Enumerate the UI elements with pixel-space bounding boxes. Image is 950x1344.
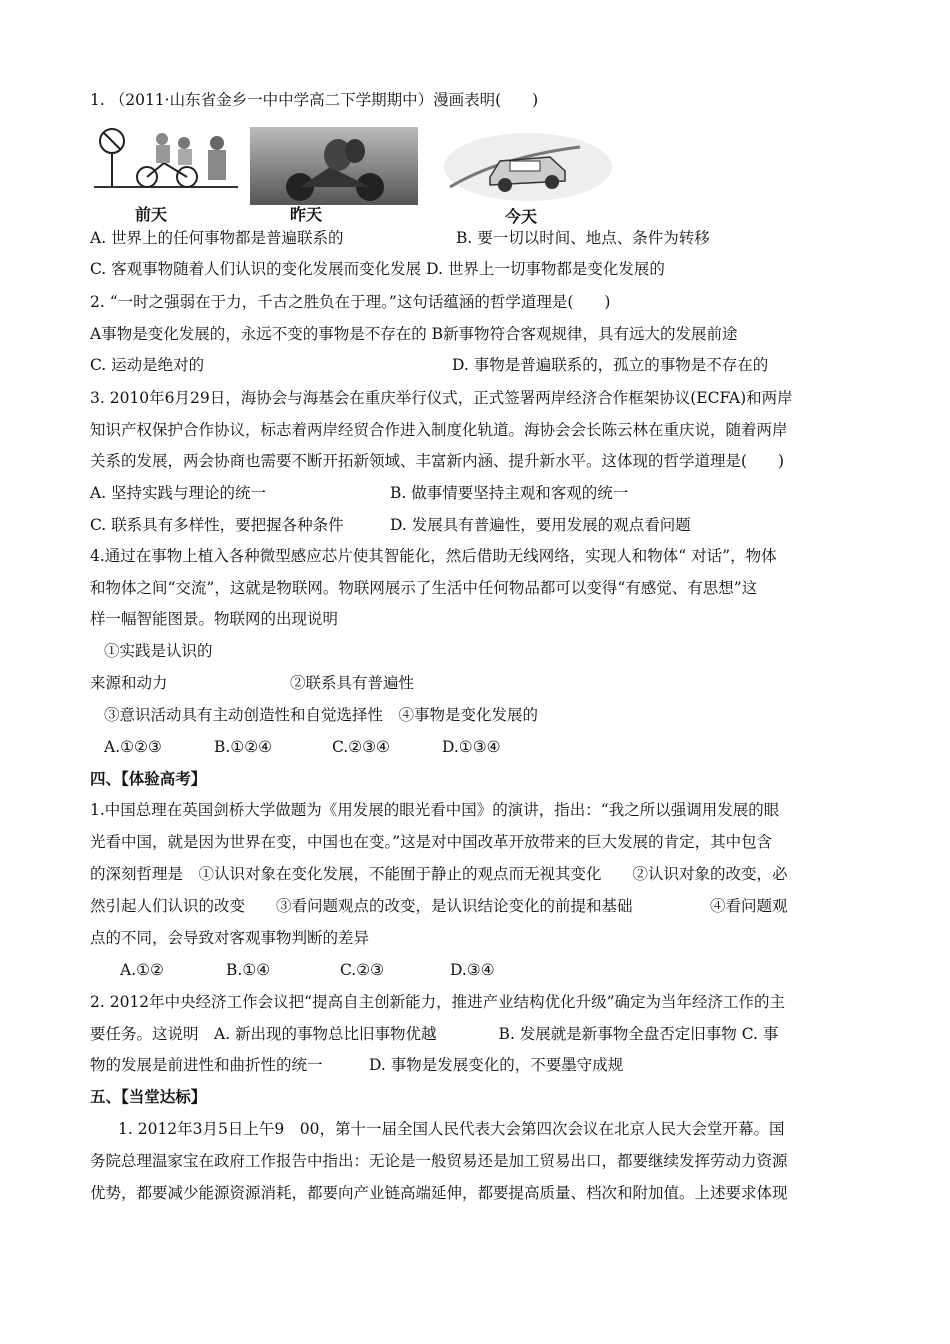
section-4-title: 四、【体验高考】 [90,769,207,788]
q3-line-1: 3. 2010年6月29日，海协会与海基会在重庆举行仪式，正式签署两岸经济合作框架协议(ECFA)和两岸 [90,389,793,407]
q2-option-d: D. 事物是普遍联系的，孤立的事物是不存在的 [452,356,769,374]
sec5-q1-line-1: 1. 2012年3月5日上午9 00，第十一届全国人民代表大会第四次会议在北京人民大会堂开幕。国 [118,1120,785,1138]
q4-line-2: 和物体之间“交流”，这就是物联网。物联网展示了生活中任何物品都可以变得“有感觉、有思想”这 [90,579,758,597]
q4-item-2: ②联系具有普遍性 [290,674,415,692]
q4-line-1: 4.通过在事物上植入各种微型感应芯片使其智能化，然后借助无线网络，实现人和物体“ 对话”，物体 [90,547,777,565]
sec4-q1-line-1: 1.中国总理在英国剑桥大学做题为《用发展的眼光看中国》的演讲，指出：“我之所以强调用发展的眼 [90,801,780,819]
q1-stem: 1. （2011·山东省金乡一中中学高二下学期期中）漫画表明( ) [90,91,539,109]
q1-option-b: B. 要一切以时间、地点、条件为转移 [456,229,710,247]
q4-item-34: ③意识活动具有主动创造性和自觉选择性 ④事物是变化发展的 [104,706,539,724]
sec4-q1-line-2: 光看中国，就是因为世界在变，中国也在变。”这是对中国改革开放带来的巨大发展的肯定，其中包含 [90,833,773,851]
motorcycle-photo-image [250,127,418,205]
q3-option-d: D. 发展具有普遍性，要用发展的观点看问题 [390,516,691,534]
q3-line-2: 知识产权保护合作协议，标志着两岸经贸合作进入制度化轨道。海协会会长陈云林在重庆说，随着两岸 [90,421,788,439]
sec5-q1-line-3: 优势，都要减少能源资源消耗，都要向产业链高端延伸，都要提高质量、档次和附加值。上述要求体现 [90,1184,788,1202]
sec4-q1-line-4: 然引起人们认识的改变 ③看问题观点的改变，是认识结论变化的前提和基础 ④看问题观 [90,897,788,915]
caption-2: 昨天 [290,205,323,224]
q1-option-cd: C. 客观事物随着人们认识的变化发展而变化发展 D. 世界上一切事物都是变化发展的 [90,260,665,278]
sec4-q2-line-2: 要任务。这说明 A. 新出现的事物总比旧事物优越 B. 发展就是新事物全盘否定旧事物 C. 事 [90,1025,779,1043]
q2-option-c: C. 运动是绝对的 [90,356,205,374]
q2-stem: 2. “一时之强弱在于力，千古之胜负在于理。”这句话蕴涵的哲学道理是( ) [90,293,611,311]
q4-option-b: B.①②④ [214,738,273,756]
car-image [440,127,616,205]
sec4-q1-option-b: B.①④ [226,961,271,979]
q3-option-b: B. 做事情要坚持主观和客观的统一 [390,484,629,502]
section-5-title: 五、【当堂达标】 [90,1087,207,1106]
q4-item-1b: 来源和动力 [90,674,168,692]
sec5-q1-line-2: 务院总理温家宝在政府工作报告中指出：无论是一般贸易还是加工贸易出口，都要继续发挥劳动力资源 [90,1152,788,1170]
q4-option-d: D.①③④ [442,738,501,756]
sec4-q1-option-c: C.②③ [340,961,385,979]
sec4-q1-line-5: 点的不同，会导致对客观事物判断的差异 [90,929,370,947]
sec4-q2-line-3: 物的发展是前进性和曲折性的统一 D. 事物是发展变化的，不要墨守成规 [90,1056,624,1074]
q4-line-3: 样一幅智能图景。物联网的出现说明 [90,610,339,628]
q4-option-c: C.②③④ [332,738,390,756]
cartoon-bicycle-image [92,125,240,205]
caption-1: 前天 [135,205,168,224]
q4-item-1a: ①实践是认识的 [104,642,213,660]
q1-option-a: A. 世界上的任何事物都是普遍联系的 [90,229,344,247]
sec4-q1-option-d: D.③④ [450,961,495,979]
q4-option-a: A.①②③ [104,738,162,756]
q3-option-c: C. 联系具有多样性，要把握各种条件 [90,516,344,534]
caption-3: 今天 [505,207,538,226]
q2-option-ab: A事物是变化发展的，永远不变的事物是不存在的 B新事物符合客观规律，具有远大的发展前途 [90,325,738,343]
sec4-q1-option-a: A.①② [120,961,164,979]
q3-line-3: 关系的发展，两会协商也需要不断开拓新领域、丰富新内涵、提升新水平。这体现的哲学道理是( ) [90,452,785,470]
q3-option-a: A. 坚持实践与理论的统一 [90,484,267,502]
sec4-q2-line-1: 2. 2012年中央经济工作会议把“提高自主创新能力，推进产业结构优化升级”确定为当年经济工作的主 [90,993,786,1011]
sec4-q1-line-3: 的深刻哲理是 ①认识对象在变化发展，不能囿于静止的观点而无视其变化 ②认识对象的改变，必 [90,865,788,883]
